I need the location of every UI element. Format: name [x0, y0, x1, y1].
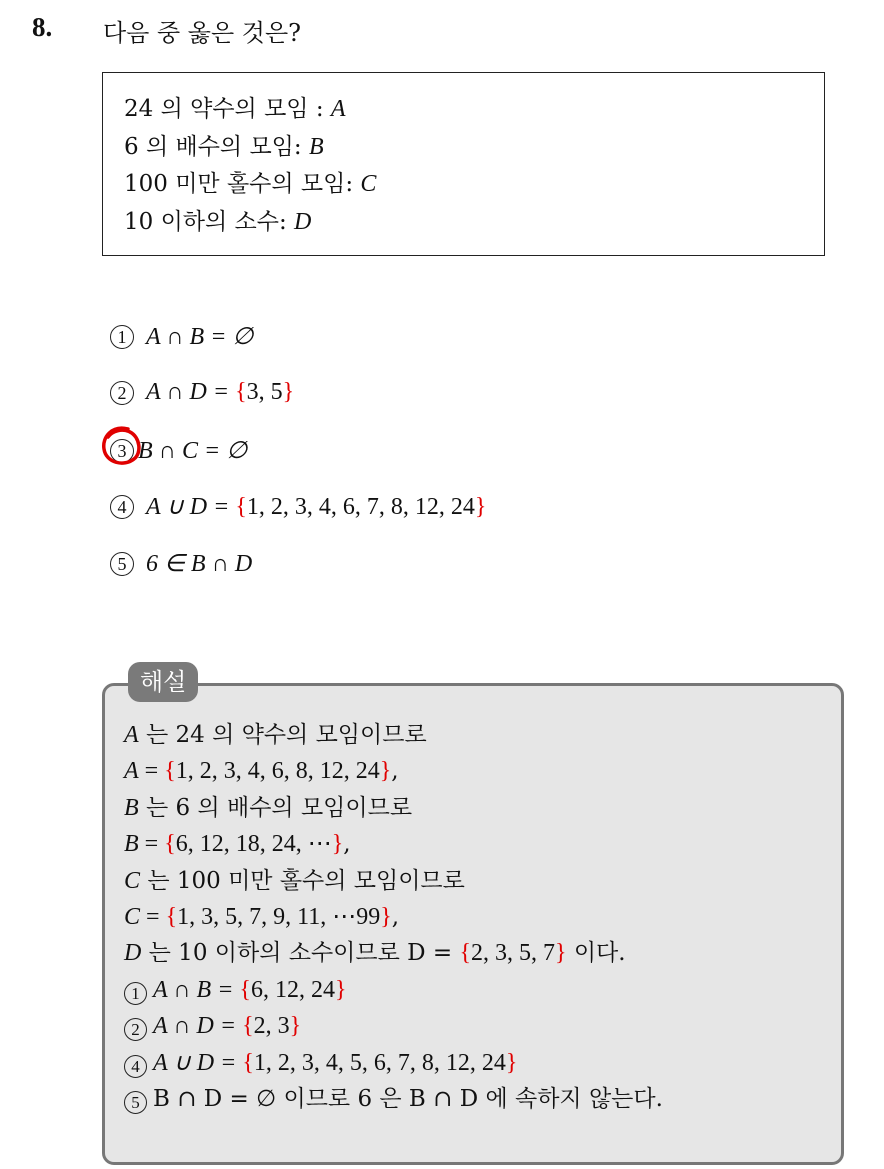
answer-circle-mark	[98, 423, 146, 471]
option-expression: A ∪ D =	[146, 494, 236, 520]
option-4[interactable]: 4 A ∪ D = {1, 2, 3, 4, 6, 7, 8, 12, 24}	[110, 492, 486, 521]
solution-line: 2 A ∩ D = {2, 3}	[124, 1008, 663, 1044]
definition-c: 100 미만 홀수의 모임: C	[124, 171, 377, 197]
solution-line: 4 A ∪ D = {1, 2, 3, 4, 5, 6, 7, 8, 12, 24}	[124, 1045, 663, 1081]
solution-line: 5 B ∩ D = ∅ 이므로 6 은 B ∩ D 에 속하지 않는다.	[124, 1081, 663, 1117]
question-text: 다음 중 옳은 것은?	[103, 19, 302, 47]
solution-line: A 는 24 의 약수의 모임이므로	[124, 722, 427, 748]
option-number: 4	[110, 495, 134, 519]
option-number: 3	[110, 439, 134, 463]
option-number: 2	[110, 381, 134, 405]
solution-line: C = {1, 3, 5, 7, 9, 11, ⋯99},	[124, 903, 400, 930]
solution-line: B = {6, 12, 18, 24, ⋯},	[124, 831, 351, 858]
solution-line: B 는 6 의 배수의 모임이므로	[124, 794, 413, 821]
option-set: 1, 2, 3, 4, 6, 7, 8, 12, 24	[246, 494, 475, 520]
solution-line: D 는 10 이하의 소수이므로 D = {2, 3, 5, 7} 이다.	[124, 940, 626, 967]
option-expression: A ∩ B = ∅	[146, 324, 254, 350]
definition-b: 6 의 배수의 모임: B	[124, 133, 324, 160]
option-number: 5	[110, 552, 134, 576]
definition-box	[102, 72, 825, 256]
option-number: 1	[110, 325, 134, 349]
option-2[interactable]: 2 A ∩ D = {3, 5}	[110, 379, 294, 406]
definition-a: 24 의 약수의 모임 : A	[124, 96, 346, 122]
solution-label: 해설	[128, 662, 198, 702]
option-expression: A ∩ D =	[146, 379, 236, 405]
solution-line: C 는 100 미만 홀수의 모임이므로	[124, 867, 465, 894]
option-set: 3, 5	[246, 379, 283, 405]
solution-content	[124, 717, 663, 1117]
option-5[interactable]	[110, 549, 252, 578]
option-1[interactable]	[110, 322, 253, 351]
option-expression: B ∩ C = ∅	[138, 438, 248, 464]
solution-line: 1 A ∩ B = {6, 12, 24}	[124, 972, 663, 1008]
solution-line: A = {1, 2, 3, 4, 6, 8, 12, 24},	[124, 758, 399, 785]
question-number: 8.	[32, 12, 53, 42]
definition-d: 10 이하의 소수: D	[124, 208, 312, 235]
option-expression: 6 ∈ B ∩ D	[146, 551, 253, 577]
